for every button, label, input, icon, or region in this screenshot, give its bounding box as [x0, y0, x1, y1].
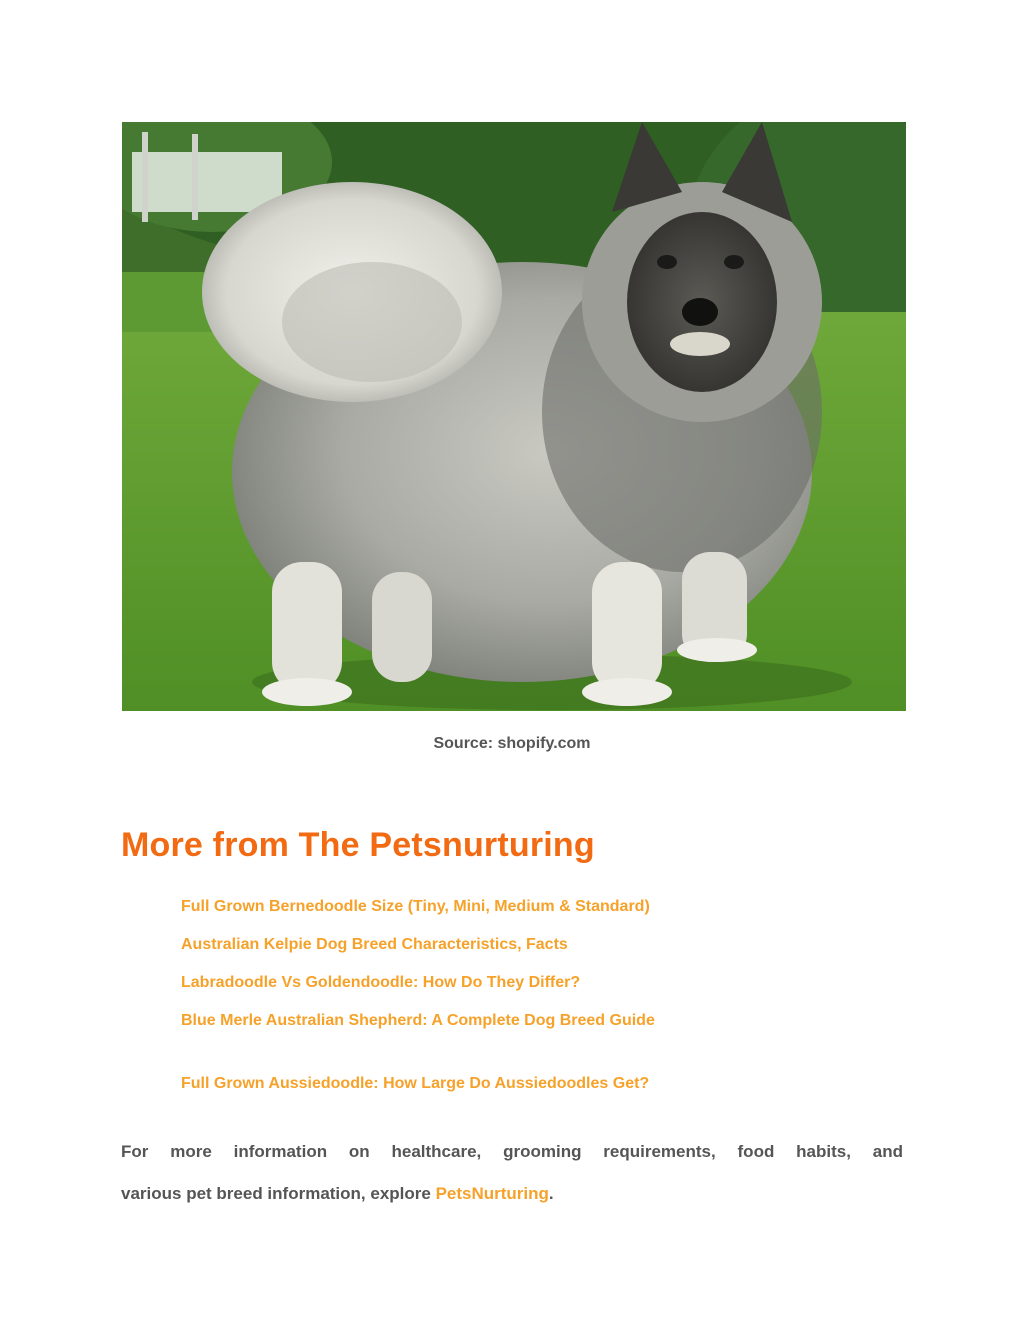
footer-line-2-text: various pet breed information, explore: [121, 1184, 436, 1203]
footer-line-2-suffix: .: [548, 1184, 554, 1203]
related-link-bernedoodle[interactable]: Full Grown Bernedoodle Size (Tiny, Mini, Medium & Standard): [181, 898, 650, 915]
footer-line-1: For more information on healthcare, grooming requirements, food habits, and: [121, 1142, 903, 1161]
section-heading: More from The Petsnurturing: [121, 826, 595, 864]
related-link-item: [181, 936, 568, 954]
related-link-aussiedoodle[interactable]: Full Grown Aussiedoodle: How Large Do Aussiedoodles Get?: [181, 1075, 650, 1092]
footer-line-2: [121, 1184, 903, 1204]
image-caption: Source: shopify.com: [433, 735, 591, 752]
petsnurturing-link[interactable]: PetsNurturing: [435, 1184, 549, 1203]
related-link-kelpie[interactable]: Australian Kelpie Dog Breed Characteristics, Facts: [181, 936, 568, 953]
dog-photo: [122, 122, 906, 711]
related-link-item: [181, 974, 580, 992]
related-link-labradoodle[interactable]: Labradoodle Vs Goldendoodle: How Do They Differ?: [181, 974, 581, 991]
related-link-blue-merle[interactable]: Blue Merle Australian Shepherd: A Complete Dog Breed Guide: [181, 1012, 655, 1029]
related-link-item: [181, 898, 650, 916]
keeshond-dog-photo-icon: [122, 122, 906, 711]
related-link-item: [181, 1012, 655, 1030]
related-link-item: [181, 1075, 649, 1093]
